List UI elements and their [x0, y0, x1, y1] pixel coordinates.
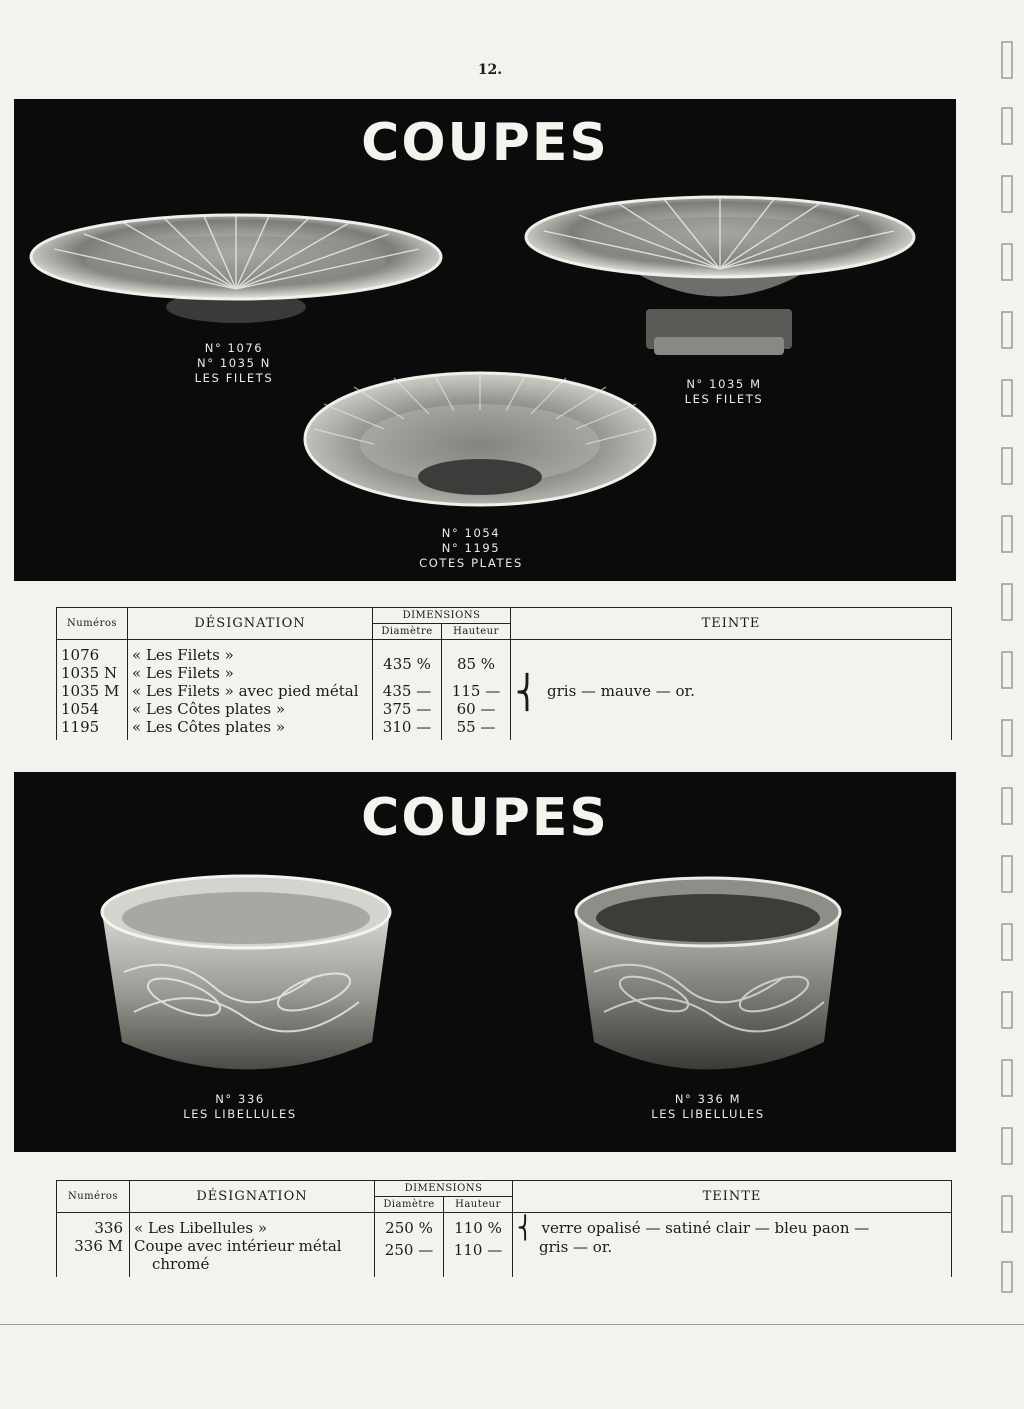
- section-title: COUPES: [361, 113, 609, 173]
- col-numbers: Numéros: [57, 608, 128, 640]
- row-height: 60 —: [456, 700, 496, 718]
- row-number: 1076: [61, 646, 100, 664]
- row-designation: « Les Filets »: [132, 664, 234, 682]
- photo-panel-libellules: [14, 772, 956, 1152]
- row-designation: Coupe avec intérieur métal: [134, 1237, 342, 1255]
- row-number: 336 M: [74, 1237, 123, 1255]
- col-tint: TEINTE: [511, 608, 952, 640]
- caption-336m: N° 336 M LES LIBELLULES: [651, 1092, 765, 1121]
- caption-1054-1195: N° 1054 N° 1195 COTES PLATES: [419, 526, 523, 570]
- row-height: 110 —: [453, 1241, 503, 1259]
- bowl-1035m: [526, 197, 914, 355]
- col-diameter: Diamètre: [375, 1197, 444, 1213]
- col-height: Hauteur: [442, 624, 511, 640]
- row-height: 110 %: [454, 1219, 502, 1237]
- col-designation: DÉSIGNATION: [130, 1181, 375, 1213]
- page-number: 12.: [477, 62, 503, 78]
- col-height: Hauteur: [444, 1197, 513, 1213]
- caption-1076-1035n: N° 1076 N° 1035 N LES FILETS: [194, 341, 274, 385]
- row-designation: « Les Côtes plates »: [132, 700, 286, 718]
- photo-panel-filets: [14, 99, 956, 581]
- section-title: COUPES: [361, 788, 609, 848]
- row-number: 1035 M: [61, 682, 120, 700]
- bowl-photos-libellules: [14, 772, 956, 1152]
- row-number: 336: [94, 1219, 123, 1237]
- row-number: 1054: [61, 700, 100, 718]
- caption-336: N° 336 LES LIBELLULES: [183, 1092, 297, 1121]
- caption-1035m: N° 1035 M LES FILETS: [684, 377, 764, 406]
- row-height: 115 —: [451, 682, 501, 700]
- binder-rings: [994, 0, 1024, 1300]
- col-tint: TEINTE: [513, 1181, 952, 1213]
- row-number: 1035 N: [61, 664, 118, 682]
- bowl-1076: [31, 215, 441, 323]
- col-numbers: Numéros: [57, 1181, 130, 1213]
- row-tint: ⎨ verre opalisé — satiné clair — bleu paon —: [517, 1216, 870, 1241]
- brace-icon: ⎨: [517, 1216, 534, 1241]
- row-designation: « Les Filets »: [132, 646, 234, 664]
- brace-icon: ⎨: [515, 672, 539, 711]
- table-row: [57, 1213, 952, 1278]
- col-designation: DÉSIGNATION: [128, 608, 373, 640]
- bowl-336m: [576, 878, 840, 1070]
- spec-table-libellules: [56, 1180, 952, 1277]
- page-edge: [0, 1324, 1024, 1325]
- col-dimensions: DIMENSIONS: [373, 608, 511, 624]
- row-designation: « Les Côtes plates »: [132, 718, 286, 736]
- row-tint: gris — mauve — or.: [547, 681, 695, 700]
- row-diameter: 250 %: [385, 1219, 433, 1237]
- col-diameter: Diamètre: [373, 624, 442, 640]
- bowl-336: [102, 876, 390, 1070]
- col-dimensions: DIMENSIONS: [375, 1181, 513, 1197]
- row-designation-continued: chromé: [152, 1255, 210, 1273]
- row-diameter: 375 —: [382, 700, 432, 718]
- row-diameter: 435 %: [383, 655, 431, 673]
- spec-table-filets: [56, 607, 952, 740]
- bowl-photos-filets: [14, 99, 956, 581]
- row-diameter: 435 —: [382, 682, 432, 700]
- row-diameter: 250 —: [384, 1241, 434, 1259]
- table-row: [57, 640, 952, 741]
- bowl-1054: [305, 373, 655, 505]
- row-designation: « Les Filets » avec pied métal: [132, 682, 359, 700]
- row-number: 1195: [61, 718, 100, 736]
- row-diameter: 310 —: [382, 718, 432, 736]
- row-tint: gris — or.: [539, 1238, 613, 1256]
- row-designation: « Les Libellules »: [134, 1219, 268, 1237]
- row-height: 85 %: [456, 655, 496, 673]
- row-height: 55 —: [456, 718, 496, 736]
